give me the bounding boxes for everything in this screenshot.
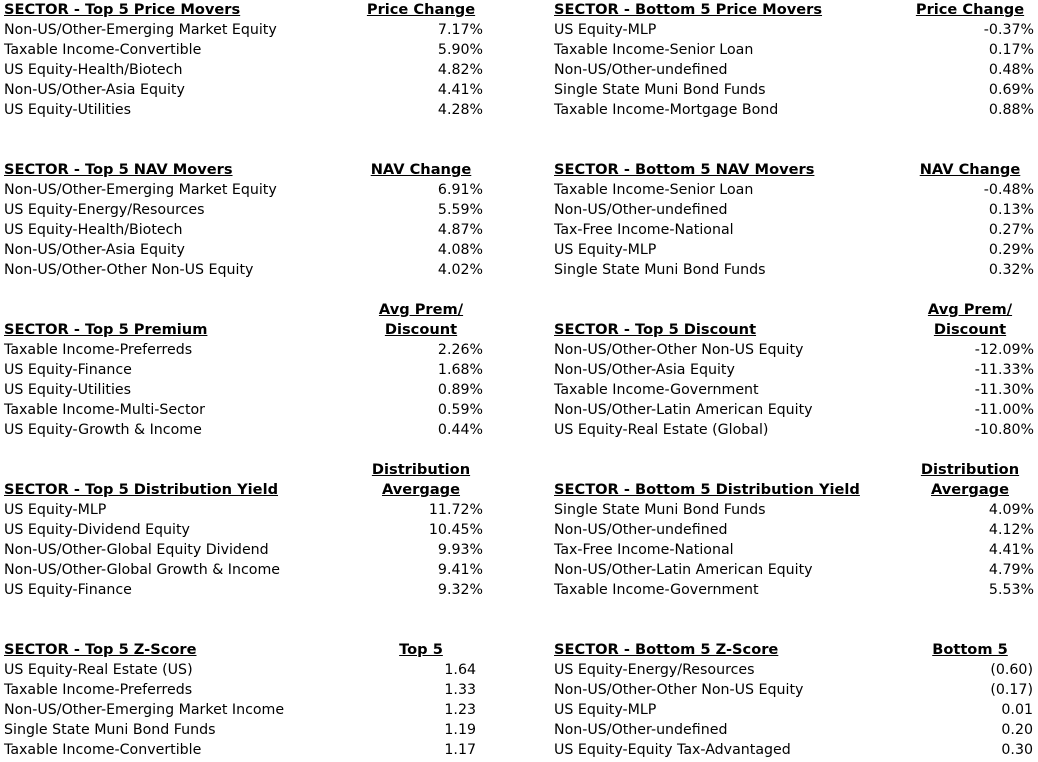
row-label: Single State Muni Bond Funds <box>554 82 766 98</box>
row-label: US Equity-Utilities <box>4 102 132 118</box>
table-row <box>4 20 484 40</box>
row-label: US Equity-Health/Biotech <box>4 62 183 78</box>
row-label: Non-US/Other-Global Growth & Income <box>4 562 280 578</box>
row-label: Single State Muni Bond Funds <box>554 262 766 278</box>
table-row <box>554 340 1034 360</box>
row-label: Taxable Income-Convertible <box>4 742 202 758</box>
header-row <box>554 320 1034 340</box>
row-label: Tax-Free Income-National <box>554 542 734 558</box>
section-1-right-table <box>554 0 1034 120</box>
row-label: US Equity-MLP <box>554 702 657 718</box>
row-value: 0.44% <box>437 422 483 438</box>
row-label: US Equity-Finance <box>4 582 132 598</box>
header-row <box>554 0 1034 20</box>
row-value: 4.08% <box>437 242 483 258</box>
row-label: US Equity-Real Estate (Global) <box>554 422 769 438</box>
row-value: 0.17% <box>988 42 1034 58</box>
table-row <box>554 520 1034 540</box>
row-label: Taxable Income-Preferreds <box>4 342 193 358</box>
table-row <box>554 700 1034 720</box>
row-value: 4.12% <box>988 522 1034 538</box>
header-row <box>554 480 1034 500</box>
row-label: Taxable Income-Convertible <box>4 42 202 58</box>
row-value: -0.48% <box>983 182 1034 198</box>
table-row <box>4 380 484 400</box>
section-3-right-table <box>554 300 1034 440</box>
row-value: 1.23 <box>444 702 476 718</box>
table-row <box>554 380 1034 400</box>
row-label: Non-US/Other-Asia Equity <box>554 362 735 378</box>
row-value: 0.89% <box>437 382 483 398</box>
section-title: SECTOR - Top 5 Discount <box>554 321 757 338</box>
row-value: 0.30 <box>1001 742 1033 758</box>
row-value: 4.82% <box>437 62 483 78</box>
row-value: -0.37% <box>983 22 1034 38</box>
row-label: Non-US/Other-Latin American Equity <box>554 402 813 418</box>
table-row <box>554 40 1034 60</box>
header-row <box>4 160 484 180</box>
row-value: 4.41% <box>437 82 483 98</box>
row-label: Non-US/Other-Global Equity Dividend <box>4 542 269 558</box>
row-label: Non-US/Other-Asia Equity <box>4 242 185 258</box>
column-header: Distribution <box>371 461 471 478</box>
column-header: Avg Prem/ <box>927 301 1013 318</box>
row-value: -12.09% <box>974 342 1034 358</box>
table-row <box>4 260 484 280</box>
section-2-right-table <box>554 160 1034 280</box>
section-4-left-table <box>4 460 484 600</box>
table-row <box>554 660 1034 680</box>
table-row <box>4 240 484 260</box>
table-row <box>4 340 484 360</box>
table-row <box>4 580 484 600</box>
row-label: US Equity-MLP <box>554 242 657 258</box>
row-value: 10.45% <box>428 522 483 538</box>
section-title: SECTOR - Bottom 5 NAV Movers <box>554 161 815 178</box>
column-header: NAV Change <box>370 161 472 178</box>
row-label: Non-US/Other-Other Non-US Equity <box>4 262 254 278</box>
section-title: SECTOR - Bottom 5 Z-Score <box>554 641 779 658</box>
table-row <box>554 580 1034 600</box>
table-row <box>554 680 1034 700</box>
row-label: US Equity-Energy/Resources <box>554 662 755 678</box>
section-title: SECTOR - Top 5 Z-Score <box>4 641 197 658</box>
row-label: US Equity-Equity Tax-Advantaged <box>554 742 791 758</box>
header-row <box>4 640 484 660</box>
row-value: 0.20 <box>1001 722 1033 738</box>
table-row <box>4 680 484 700</box>
row-label: Non-US/Other-Other Non-US Equity <box>554 682 804 698</box>
row-label: Taxable Income-Government <box>554 382 759 398</box>
row-label: Single State Muni Bond Funds <box>554 502 766 518</box>
row-value: -11.00% <box>974 402 1034 418</box>
row-value: 0.48% <box>988 62 1034 78</box>
row-value: 4.28% <box>437 102 483 118</box>
header-row <box>4 480 484 500</box>
column-header: Discount <box>384 321 458 338</box>
row-value: 0.13% <box>988 202 1034 218</box>
row-label: Taxable Income-Multi-Sector <box>4 402 206 418</box>
row-value: 0.27% <box>988 222 1034 238</box>
row-label: Tax-Free Income-National <box>554 222 734 238</box>
table-row <box>554 740 1034 760</box>
table-row <box>554 180 1034 200</box>
table-row <box>554 420 1034 440</box>
row-label: Taxable Income-Senior Loan <box>554 42 754 58</box>
table-row <box>554 80 1034 100</box>
header-row <box>4 460 484 480</box>
row-value: 9.93% <box>437 542 483 558</box>
row-value: 0.69% <box>988 82 1034 98</box>
table-row <box>554 540 1034 560</box>
row-label: Single State Muni Bond Funds <box>4 722 216 738</box>
row-label: Non-US/Other-undefined <box>554 722 728 738</box>
row-label: Non-US/Other-undefined <box>554 522 728 538</box>
row-label: Non-US/Other-Asia Equity <box>4 82 185 98</box>
row-value: 0.88% <box>988 102 1034 118</box>
table-row <box>4 740 484 760</box>
row-value: 5.59% <box>437 202 483 218</box>
row-label: Taxable Income-Senior Loan <box>554 182 754 198</box>
table-row <box>554 500 1034 520</box>
table-row <box>4 520 484 540</box>
table-row <box>554 220 1034 240</box>
row-label: Non-US/Other-Latin American Equity <box>554 562 813 578</box>
header-row <box>4 320 484 340</box>
section-title: SECTOR - Top 5 Price Movers <box>4 1 241 18</box>
row-value: 6.91% <box>437 182 483 198</box>
row-value: 5.90% <box>437 42 483 58</box>
column-header: Avergage <box>381 481 461 498</box>
row-label: Non-US/Other-Other Non-US Equity <box>554 342 804 358</box>
table-row <box>4 40 484 60</box>
row-value: 4.09% <box>988 502 1034 518</box>
row-value: 2.26% <box>437 342 483 358</box>
row-label: US Equity-Dividend Equity <box>4 522 190 538</box>
row-label: US Equity-Finance <box>4 362 132 378</box>
column-header: Avergage <box>930 481 1010 498</box>
row-value: 4.87% <box>437 222 483 238</box>
table-row <box>4 660 484 680</box>
column-header: Price Change <box>915 1 1025 18</box>
row-value: 1.17 <box>444 742 476 758</box>
section-title: SECTOR - Top 5 Premium <box>4 321 208 338</box>
table-row <box>554 60 1034 80</box>
row-label: US Equity-MLP <box>554 22 657 38</box>
table-row <box>554 240 1034 260</box>
header-row <box>554 160 1034 180</box>
table-row <box>554 400 1034 420</box>
table-row <box>554 360 1034 380</box>
row-label: Non-US/Other-Emerging Market Equity <box>4 22 277 38</box>
header-row <box>554 460 1034 480</box>
row-value: 4.41% <box>988 542 1034 558</box>
table-row <box>4 200 484 220</box>
table-row <box>4 80 484 100</box>
section-title: SECTOR - Top 5 NAV Movers <box>4 161 233 178</box>
row-value: 1.64 <box>444 662 476 678</box>
row-label: US Equity-Health/Biotech <box>4 222 183 238</box>
section-4-right-table <box>554 460 1034 600</box>
table-row <box>4 360 484 380</box>
row-value: (0.60) <box>990 662 1033 678</box>
header-row <box>554 640 1034 660</box>
row-label: US Equity-Real Estate (US) <box>4 662 193 678</box>
row-label: Taxable Income-Preferreds <box>4 682 193 698</box>
table-row <box>554 200 1034 220</box>
column-header: Avg Prem/ <box>378 301 464 318</box>
table-row <box>4 500 484 520</box>
row-label: Non-US/Other-Emerging Market Equity <box>4 182 277 198</box>
column-header: Top 5 <box>399 641 443 658</box>
row-label: US Equity-Utilities <box>4 382 132 398</box>
table-row <box>4 700 484 720</box>
section-5-right-table <box>554 640 1034 760</box>
table-row <box>554 100 1034 120</box>
row-label: US Equity-Growth & Income <box>4 422 202 438</box>
row-label: Non-US/Other-undefined <box>554 202 728 218</box>
section-1-left-table <box>4 0 484 120</box>
table-row <box>554 20 1034 40</box>
row-value: 1.19 <box>444 722 476 738</box>
header-row <box>4 300 484 320</box>
row-label: US Equity-Energy/Resources <box>4 202 205 218</box>
section-title: SECTOR - Top 5 Distribution Yield <box>4 481 279 498</box>
section-title: SECTOR - Bottom 5 Price Movers <box>554 1 823 18</box>
table-row <box>4 420 484 440</box>
row-value: -11.30% <box>974 382 1034 398</box>
section-5-left-table <box>4 640 484 760</box>
table-row <box>4 180 484 200</box>
row-value: 1.33 <box>444 682 476 698</box>
row-label: Taxable Income-Government <box>554 582 759 598</box>
row-value: 0.59% <box>437 402 483 418</box>
row-value: 11.72% <box>428 502 483 518</box>
row-value: 0.32% <box>988 262 1034 278</box>
table-row <box>4 400 484 420</box>
row-value: 1.68% <box>437 362 483 378</box>
table-row <box>4 560 484 580</box>
row-label: Non-US/Other-undefined <box>554 62 728 78</box>
column-header: Bottom 5 <box>932 641 1008 658</box>
column-header: Discount <box>933 321 1007 338</box>
header-row <box>4 0 484 20</box>
row-label: US Equity-MLP <box>4 502 107 518</box>
row-value: 0.29% <box>988 242 1034 258</box>
table-row <box>4 60 484 80</box>
row-value: -11.33% <box>974 362 1034 378</box>
row-value: 9.41% <box>437 562 483 578</box>
row-label: Taxable Income-Mortgage Bond <box>554 102 779 118</box>
row-value: -10.80% <box>974 422 1034 438</box>
row-value: 4.79% <box>988 562 1034 578</box>
table-row <box>4 720 484 740</box>
table-row <box>554 260 1034 280</box>
column-header: Price Change <box>366 1 476 18</box>
row-value: 0.01 <box>1001 702 1033 718</box>
column-header: Distribution <box>920 461 1020 478</box>
row-value: (0.17) <box>990 682 1033 698</box>
section-title: SECTOR - Bottom 5 Distribution Yield <box>554 481 860 498</box>
row-value: 9.32% <box>437 582 483 598</box>
section-3-left-table <box>4 300 484 440</box>
table-row <box>4 100 484 120</box>
row-value: 7.17% <box>437 22 483 38</box>
table-row <box>554 560 1034 580</box>
table-row <box>4 220 484 240</box>
table-row <box>554 720 1034 740</box>
row-value: 4.02% <box>437 262 483 278</box>
row-label: Non-US/Other-Emerging Market Income <box>4 702 285 718</box>
column-header: NAV Change <box>919 161 1021 178</box>
section-2-left-table <box>4 160 484 280</box>
table-row <box>4 540 484 560</box>
header-row <box>554 300 1034 320</box>
row-value: 5.53% <box>988 582 1034 598</box>
